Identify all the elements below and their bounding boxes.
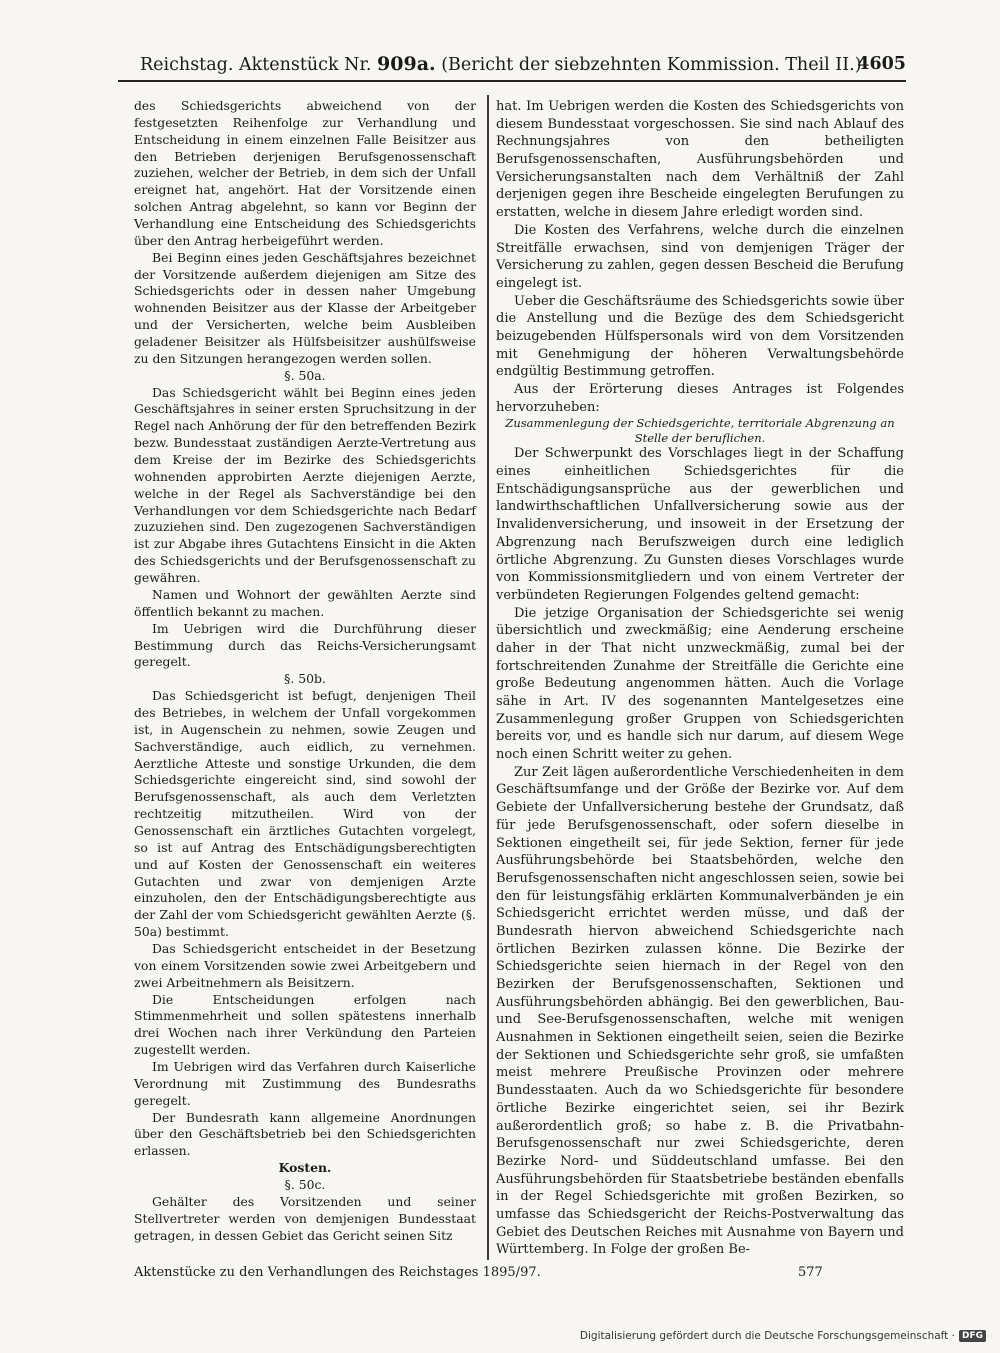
document-number: 909a. bbox=[377, 53, 436, 75]
section-heading: §. 50a. bbox=[284, 367, 326, 383]
paragraph: Das Schiedsgericht ist befugt, denjenigen Theil des Betriebes, in welchem der Unfall vorgekommen ist, in Augenschein zu nehmen, sowie Zeugen und Sachverständige, auch eidlich, zu vernehmen. Aerztliche Atteste und sonstige Urkunden, die dem Schiedsgerichte eingereicht sind, sind sowohl der Berufsgenossenschaft, als auch dem Verletzten rechtzeitig mitzutheilen. Wird von der Genossenschaft ein ärztliches Gutachten vorgelegt, so ist auf Antrag des Entschädigungsberechtigten und auf Kosten der Genossenschaft ein weiteres Gutachten und zwar von demjenigen Arzte einzuholen, den der Entschädigungsberechtigte aus der Zahl der vom Schiedsgericht gewählten Aerzte (§. 50a) bestimmt. bbox=[134, 688, 476, 940]
section-heading: §. 50c. bbox=[284, 1177, 326, 1192]
paragraph: Der Schwerpunkt des Vorschlages liegt in der Schaffung eines einheitlichen Schiedsgerichtes für die Entschädigungsansprüche aus der gewerblichen und landwirthschaftlichen Unfallversicherung sowie aus der Invalidenversicherung, und insoweit in der Ersetzung der Abgrenzung nach Berufszweigen durch eine lediglich örtliche Abgrenzung. Zu Gunsten dieses Vorschlages wurde von Kommissionsmitgliedern und von einem Vertreter der verbündeten Regierungen Folgendes geltend gemacht: bbox=[496, 446, 904, 603]
paragraph: des Schiedsgerichts abweichend von der festgesetzten Reihenfolge zur Verhandlung und Entscheidung in einem einzelnen Falle Beisitzer aus den Betrieben derjenigen Berufsgenossenschaft zuziehen, welcher der Betrieb, in dem sich der Unfall ereignet hat, angehört. Hat der Vorsitzende einen solchen Antrag abgelehnt, so kann vor Beginn der Verhandlung eine Entscheidung des Schiedsgerichts über den Antrag herbeigeführt werden. bbox=[134, 98, 476, 248]
topic-subtitle: Zusammenlegung der Schiedsgerichte, territoriale Abgrenzung an Stelle der beruflichen. bbox=[505, 416, 895, 445]
paragraph: Im Uebrigen wird das Verfahren durch Kaiserliche Verordnung mit Zustimmung des Bundesraths geregelt. bbox=[134, 1058, 476, 1108]
page-header bbox=[118, 50, 906, 82]
dfg-logo-icon: DFG bbox=[959, 1330, 986, 1342]
column-divider bbox=[487, 95, 489, 1260]
paragraph: Zur Zeit lägen außerordentliche Verschiedenheiten in dem Geschäftsumfange und der Größe der Bezirke vor. Auf dem Gebiete der Unfallversicherung bestehe der Grundsatz, daß für jede Berufsgenossenschaft, oder sofern dieselbe in Sektionen eingetheilt sei, für jede Sektion, ferner für jede Ausführungsbehörde bei Staatsbehörden, welche den Berufsgenossenschaften nicht angeschlossen seien, sowie bei den für leistungsfähig erklärten Kommunalverbänden je ein Schiedsgericht errichtet werden müsse, und daß der Bundesrath hiervon abweichend Schiedsgerichte nach örtlichen Bezirken zulassen könne. Die Bezirke der Schiedsgerichte seien hiernach in der Regel von den Bezirken der Berufsgenossenschaften, Sektionen und Ausführungsbehörden abhängig. Bei den gewerblichen, Bau- und See-Berufsgenossenschaften, welche mit wenigen Ausnahmen in Sektionen eingetheilt seien, seien die Bezirke der Sektionen und Schiedsgerichte sehr groß, sie umfaßten meist mehrere Preußische Provinzen oder mehrere Bundesstaaten. Auch da wo Schiedsgerichte für besondere örtliche Bezirke eingerichtet seien, sei ihr Bezirk außerordentlich groß; so habe z. B. die Privatbahn-Berufsgenossenschaft nur zwei Schiedsgerichte, deren Bezirke Nord- und Süddeutschland umfasse. Bei den Ausführungsbehörden für Staatsbetriebe beständen ebenfalls in der Regel Schiedsgerichte mit großen Bezirken, so umfasse das Schiedsgericht der Reichs-Postverwaltung das Gebiet des Deutschen Reiches mit Ausnahme von Bayern und Württemberg. In Folge der großen Be- bbox=[496, 764, 904, 1258]
digitization-credit bbox=[580, 1330, 986, 1342]
left-column bbox=[134, 98, 476, 1244]
header-title-suffix: (Bericht der siebzehnten Kommission. Theil II.) bbox=[441, 55, 862, 75]
header-title-prefix: Reichstag. Aktenstück Nr. bbox=[140, 55, 372, 75]
right-column bbox=[496, 98, 904, 1259]
paragraph: Namen und Wohnort der gewählten Aerzte sind öffentlich bekannt zu machen. bbox=[134, 586, 476, 619]
paragraph: Im Uebrigen wird die Durchführung dieser Bestimmung durch das Reichs-Versicherungsamt geregelt. bbox=[134, 620, 476, 670]
paragraph: Der Bundesrath kann allgemeine Anordnungen über den Geschäftsbetrieb bei den Schiedsgerichten erlassen. bbox=[134, 1109, 476, 1159]
header-title bbox=[140, 50, 862, 79]
paragraph: Die Kosten des Verfahrens, welche durch die einzelnen Streitfälle erwachsen, sind von demjenigen Träger der Versicherung zu zahlen, gegen dessen Bescheid die Berufung eingelegt ist. bbox=[496, 222, 904, 291]
paragraph: Die Entscheidungen erfolgen nach Stimmenmehrheit und sollen spätestens innerhalb drei Wochen nach ihrer Verkündung den Parteien zugestellt werden. bbox=[134, 991, 476, 1058]
paragraph: Gehälter des Vorsitzenden und seiner Stellvertreter werden von demjenigen Bundesstaat getragen, in dessen Gebiet das Gericht seinen Sitz bbox=[134, 1193, 476, 1243]
subsection-heading: Kosten. bbox=[278, 1160, 332, 1176]
paragraph: Das Schiedsgericht entscheidet in der Besetzung von einem Vorsitzenden sowie zwei Arbeitgebern und zwei Arbeitnehmern als Beisitzern. bbox=[134, 940, 476, 990]
paragraph: Ueber die Geschäftsräume des Schiedsgerichts sowie über die Anstellung und die Bezüge des dem Schiedsgericht beizugebenden Hülfspersonals wird von dem Vorsitzenden mit Genehmigung der höheren Verwaltungsbehörde endgültig Bestimmung getroffen. bbox=[496, 293, 904, 380]
paragraph: Bei Beginn eines jeden Geschäftsjahres bezeichnet der Vorsitzende außerdem diejenigen am Sitze des Schiedsgerichts oder in dessen naher Umgebung wohnenden Beisitzer aus der Klasse der Arbeitgeber und der Versicherten, welche beim Ausbleiben geladener Beisitzer als Hülfsbeisitzer aushülfsweise zu den Sitzungen herangezogen werden sollen. bbox=[134, 249, 476, 366]
footer-source: Aktenstücke zu den Verhandlungen des Reichstages 1895/97. bbox=[134, 1265, 541, 1280]
paragraph: Aus der Erörterung dieses Antrages ist Folgendes hervorzuheben: bbox=[496, 382, 904, 415]
paragraph: hat. Im Uebrigen werden die Kosten des Schiedsgerichts von diesem Bundesstaat vorgeschossen. Sie sind nach Ablauf des Rechnungsjahres von den betheiligten Berufsgenossenschaften, Ausführungsbehörden und Versicherungsanstalten nach dem Verhältniß der Zahl derjenigen gegen ihre Bescheide eingelegten Berufungen zu erstatten, welche in diesem Jahre erledigt worden sind. bbox=[496, 99, 904, 221]
page-number: 4605 bbox=[857, 54, 906, 74]
signature-mark: 577 bbox=[798, 1265, 823, 1280]
paragraph: Die jetzige Organisation der Schiedsgerichte sei wenig übersichtlich und zweckmäßig; eine Aenderung erscheine daher in der That nicht unzweckmäßig, zumal bei der fortschreitenden Zunahme der Streitfälle die Gerichte eine große Bedeutung angenommen hätten. Auch die Vorlage sähe in Art. IV des sogenannten Mantelgesetzes eine Zusammenlegung großer Gruppen von Schiedsgerichten bereits vor, und es handle sich nur darum, auf diesem Wege noch einen Schritt weiter zu gehen. bbox=[496, 605, 904, 763]
section-heading: §. 50b. bbox=[284, 671, 326, 687]
digitization-note: Digitalisierung gefördert durch die Deutsche Forschungsgemeinschaft · bbox=[579, 1330, 955, 1342]
paragraph: Das Schiedsgericht wählt bei Beginn eines jeden Geschäftsjahres in seiner ersten Spruchsitzung in der Regel nach Anhörung der für den betreffenden Bezirk bezw. Bundesstaat zuständigen Aerzte-Vertretung aus dem Kreise der im Bezirke des Schiedsgerichts wohnenden approbirten Aerzte diejenigen Aerzte, welche in der Regel als Sachverständige bei den Verhandlungen vor dem Schiedsgerichte nach Bedarf zuzuziehen sind. Den zugezogenen Sachverständigen ist zur Abgabe ihres Gutachtens Einsicht in die Akten des Schiedsgerichts und der Berufsgenossenschaft zu gewähren. bbox=[134, 384, 476, 586]
